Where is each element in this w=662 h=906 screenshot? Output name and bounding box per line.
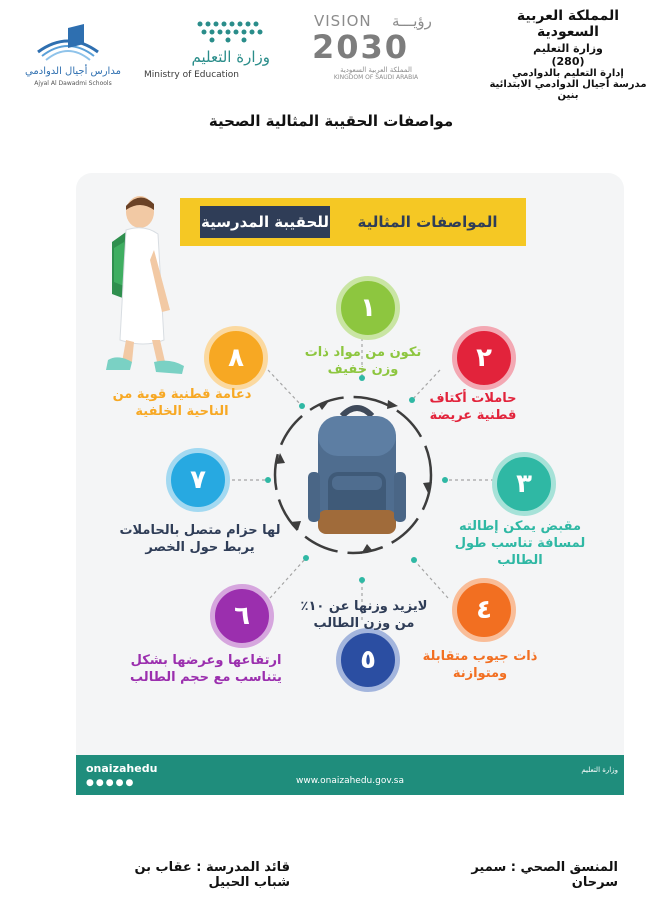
item-number-7: ٧ xyxy=(166,448,230,512)
banner-right-text: المواصفات المثالية xyxy=(335,206,520,238)
item-number-8: ٨ xyxy=(204,326,268,390)
vision-arabic: رؤيـــة xyxy=(392,12,432,30)
footer-url: www.onaizahedu.gov.sa xyxy=(296,776,405,786)
admin-name: إدارة التعليم بالدوادمي xyxy=(512,68,624,79)
item-text-7: لها حزام متصل بالحاملات يربط حول الخصر xyxy=(119,523,281,555)
vision-year: 2030 xyxy=(312,28,410,66)
moe-ar: وزارة التعليم xyxy=(191,48,270,66)
snapchat-icon: ● xyxy=(115,778,126,788)
vision-sub-ar: المملكة العربية السعودية xyxy=(340,66,412,74)
moe-en: Ministry of Education xyxy=(144,70,239,80)
item-text-1: تكون من مواد ذات وزن خفيف xyxy=(304,345,422,377)
school-name: مدرسة أجيال الدوادمي الابتدائية بنين xyxy=(489,79,647,101)
item-text-8: دعامة قطنية قوية من الناحية الخلفية xyxy=(112,387,252,419)
twitter-icon: ● xyxy=(86,778,96,788)
vision-sub-en: KINGDOM OF SAUDI ARABIA xyxy=(333,74,419,81)
youtube-icon: ● xyxy=(95,778,106,788)
ministry-name: وزارة التعليم xyxy=(533,42,603,55)
item-number-2: ٢ xyxy=(452,326,516,390)
school-logo-ar: مدارس أجيال الدوادمي xyxy=(25,66,121,77)
item-text-5: لايزيد وزنها عن ١٠٪ من وزن الطالب xyxy=(300,599,428,631)
item-text-2: حاملات أكتاف قطنية عريضة xyxy=(429,391,517,423)
item-number-4: ٤ xyxy=(452,578,516,642)
principal-signature: قائد المدرسة : عقاب بن شباب الحبيل xyxy=(134,860,290,890)
item-number-6: ٦ xyxy=(210,584,274,648)
instagram-icon: ● xyxy=(105,778,116,788)
school-code: (280) xyxy=(551,55,585,68)
item-text-4: ذات جيوب متقابلة ومتوازنة xyxy=(422,649,538,681)
item-number-5: ٥ xyxy=(336,628,400,692)
vision-latin: VISION xyxy=(314,12,372,30)
item-text-3: مقبض يمكن إطالته لمسافة تناسب طول الطالب xyxy=(454,519,586,568)
item-number-1: ١ xyxy=(336,276,400,340)
item-text-6: ارتفاعها وعرضها بشكل يتناسب مع حجم الطالب xyxy=(130,653,282,685)
coordinator-signature: المنسق الصحي : سمير سرحان xyxy=(471,860,618,890)
banner-left-text: للحقيبة المدرسية xyxy=(200,206,330,238)
infographic-footer xyxy=(76,755,624,795)
footer-brand: onaizahedu xyxy=(86,762,158,775)
facebook-icon: ● xyxy=(125,778,136,788)
kingdom-name: المملكة العربية السعودية xyxy=(516,8,620,40)
social-icons xyxy=(86,778,135,788)
item-number-3: ٣ xyxy=(492,452,556,516)
footer-ministry: وزارة التعليم xyxy=(581,766,618,774)
school-logo-en: Ajyal Al Dawadmi Schools xyxy=(34,80,112,87)
page-title: مواصفات الحقيبة المثالية الصحية xyxy=(208,112,454,130)
